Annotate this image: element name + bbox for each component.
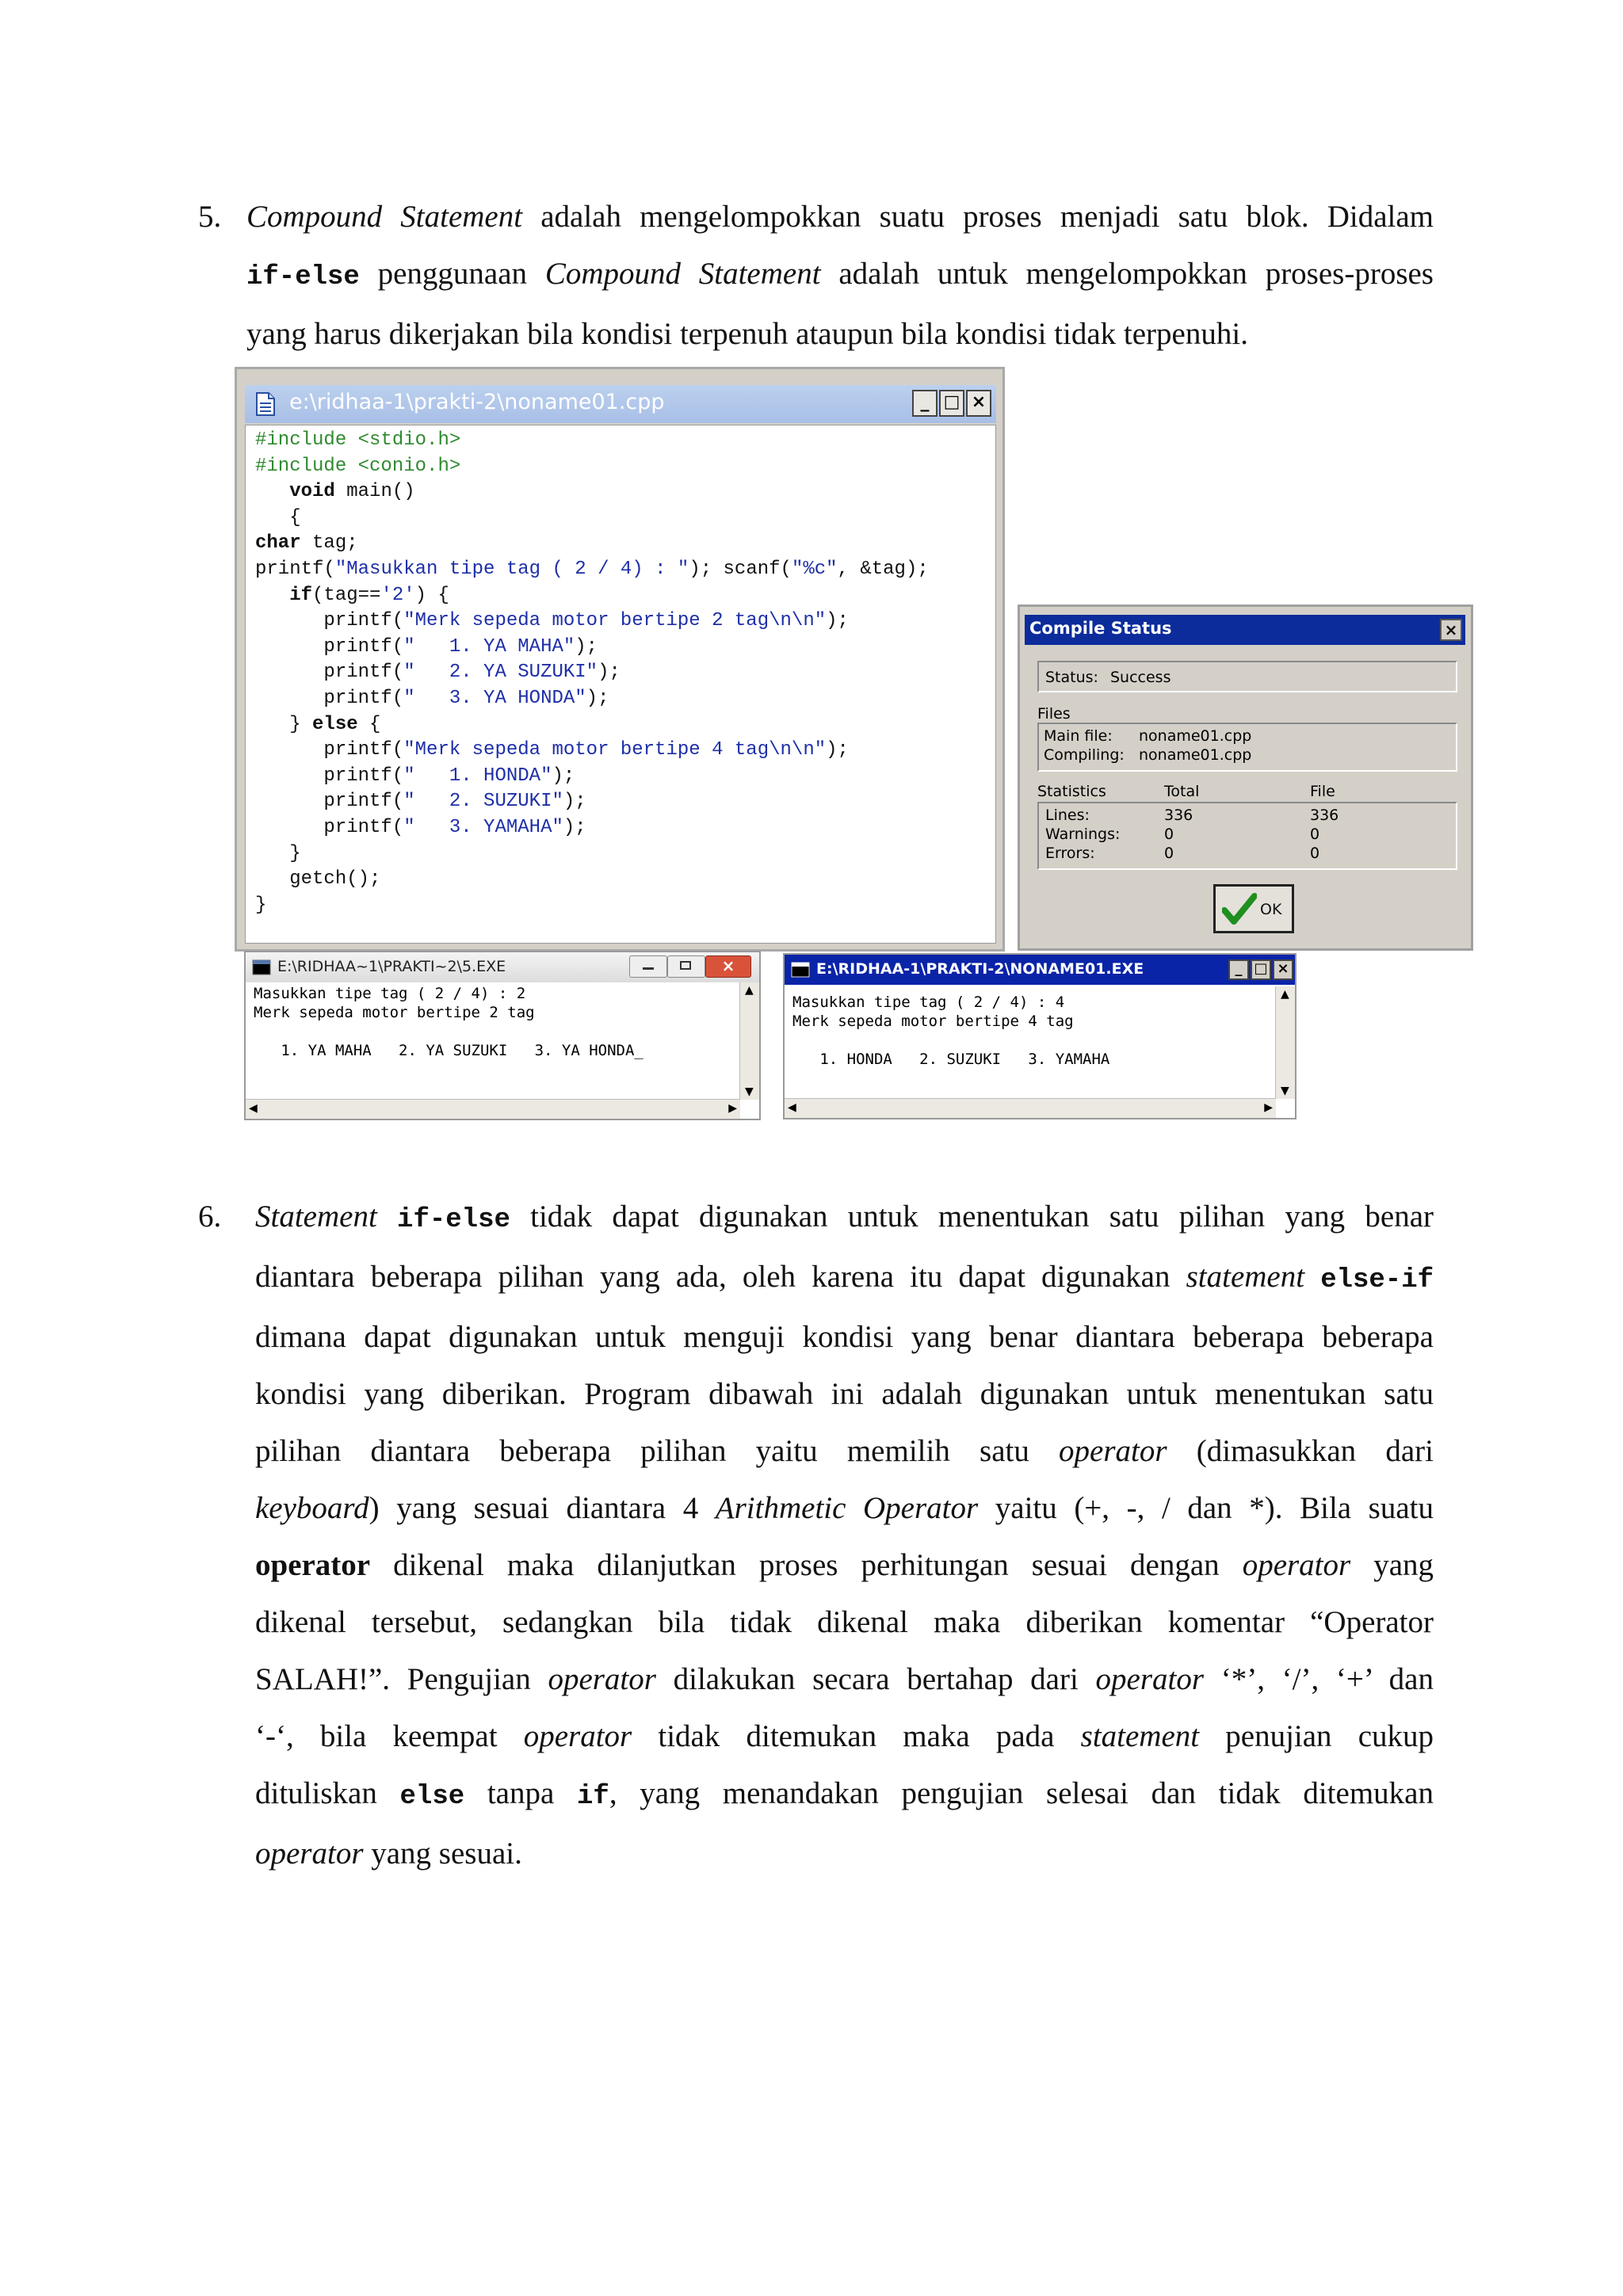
text: ‘*’, ‘/’, ‘+’ dan	[1204, 1662, 1434, 1696]
code-token: if	[255, 584, 313, 606]
item-5-paragraph	[246, 189, 1434, 363]
ok-label: OK	[1260, 901, 1282, 918]
console-1-title: E:\RIDHAA~1\PRAKTI~2\5.EXE	[277, 958, 506, 975]
code: if	[577, 1782, 609, 1812]
code-line	[255, 429, 460, 452]
text: tidak dapat digunakan untuk menentukan satu pilihan yang benar	[510, 1199, 1434, 1234]
console-2-title: E:\RIDHAA-1\PRAKTI-2\NONAME01.EXE	[816, 960, 1144, 978]
code-token: printf(	[255, 765, 404, 787]
code: if-else	[397, 1205, 510, 1235]
statistics-box	[1037, 802, 1457, 870]
text: yaitu (+, -, / dan *). Bila suatu	[978, 1491, 1434, 1525]
code-token: printf(	[255, 739, 404, 761]
code-token: "Merk sepeda motor bertipe 2 tag\n\n"	[403, 610, 827, 632]
code-token: printf(	[255, 791, 404, 813]
code-token: printf(	[255, 662, 404, 684]
term: operator	[1059, 1434, 1167, 1468]
scroll-up-arrow[interactable]: ▲	[1281, 988, 1289, 1001]
warnings-label: Warnings:	[1045, 826, 1121, 843]
code-token: (tag==	[312, 584, 381, 606]
code-line	[255, 713, 380, 737]
close-button[interactable]: ×	[966, 390, 991, 417]
maximize-button[interactable]: □	[1251, 959, 1271, 980]
horizontal-scrollbar[interactable]	[785, 1098, 1276, 1118]
compile-title: Compile Status	[1029, 619, 1172, 638]
code-line	[255, 661, 621, 685]
term: operator	[1095, 1662, 1205, 1696]
term: Statement	[255, 1199, 377, 1234]
console-1-line-4: 1. YA MAHA 2. YA SUZUKI 3. YA HONDA_	[254, 1042, 643, 1059]
code-token: );	[552, 765, 575, 787]
item-6-line-12	[255, 1825, 1434, 1882]
warnings-file: 0	[1310, 826, 1320, 843]
code-token: "Merk sepeda motor bertipe 4 tag\n\n"	[403, 739, 827, 761]
code-token: main()	[334, 481, 415, 503]
code-token: printf(	[255, 610, 404, 632]
code-line	[255, 738, 849, 762]
scroll-down-arrow[interactable]: ▼	[1281, 1085, 1289, 1097]
code-token: ) {	[414, 584, 449, 606]
code-token: " 1. HONDA"	[403, 765, 552, 787]
code-token: "Masukkan tipe tag ( 2 / 4) : "	[334, 559, 689, 580]
code-token: }	[255, 894, 267, 916]
code-token: getch();	[255, 868, 381, 891]
code-token: " 1. YA MAHA"	[403, 635, 575, 658]
term: statement	[1186, 1260, 1305, 1294]
item-5-number: 5.	[198, 200, 222, 234]
scroll-up-arrow[interactable]: ▲	[745, 984, 754, 997]
console-2-line-4: 1. HONDA 2. SUZUKI 3. YAMAHA	[792, 1051, 1110, 1068]
text: adalah mengelompokkan suatu proses menjadi satu blok. Didalam	[522, 200, 1434, 234]
code-token: {	[255, 506, 301, 528]
code-line	[255, 558, 929, 582]
code-token: }	[255, 842, 301, 864]
text: dilakukan secara bertahap dari	[655, 1662, 1096, 1696]
vertical-scrollbar[interactable]	[739, 982, 759, 1100]
scroll-right-arrow[interactable]: ▶	[1264, 1101, 1273, 1114]
scroll-left-arrow[interactable]: ◀	[788, 1101, 796, 1114]
code-line	[255, 635, 598, 659]
code-token: #include <stdio.h>	[255, 429, 461, 451]
text: yang sesuai.	[363, 1836, 522, 1871]
statistics-heading: Statistics	[1037, 783, 1106, 800]
scroll-down-arrow[interactable]: ▼	[745, 1085, 754, 1098]
ok-button[interactable]	[1213, 884, 1294, 933]
code-token: char	[255, 532, 301, 555]
text: adalah untuk mengelompokkan proses-proses	[820, 257, 1434, 291]
console-1-title-bar[interactable]	[246, 952, 759, 982]
errors-total: 0	[1164, 845, 1174, 862]
console-2-line-2: Merk sepeda motor bertipe 4 tag	[792, 1013, 1074, 1030]
code-token: else	[312, 713, 358, 735]
term: operator	[255, 1836, 364, 1871]
term-compound-statement: Compound Statement	[246, 200, 523, 234]
text: diantara beberapa pilihan yang ada, oleh karena itu dapat digunakan	[255, 1260, 1186, 1294]
text: dikenal maka dilanjutkan proses perhitungan sesuai dengan	[370, 1548, 1243, 1582]
errors-label: Errors:	[1045, 845, 1095, 862]
editor-title: e:\ridhaa-1\prakti-2\noname01.cpp	[289, 390, 665, 414]
close-button[interactable]: ×	[1440, 619, 1462, 641]
scroll-right-arrow[interactable]: ▶	[728, 1102, 737, 1115]
code-token: printf(	[255, 635, 404, 658]
code-line	[255, 842, 301, 866]
compile-status-dialog	[1018, 605, 1473, 951]
item-6-line-10	[255, 1708, 1434, 1765]
code-line	[255, 790, 586, 814]
code-token: void	[255, 481, 335, 503]
code-line	[255, 532, 358, 555]
text: ‘-‘, bila keempat	[255, 1719, 524, 1753]
code-token: , &tag);	[837, 559, 929, 580]
checkmark-icon	[1222, 893, 1257, 926]
item-6-line-9	[255, 1651, 1434, 1708]
compiling-value: noname01.cpp	[1139, 746, 1252, 764]
item-6-line-7	[255, 1537, 1434, 1594]
editor-title-bar[interactable]	[245, 385, 996, 423]
item-6-line-4: kondisi yang diberikan. Program dibawah ini adalah digunakan untuk menentukan satu	[255, 1377, 1434, 1411]
code-token: " 2. YA SUZUKI"	[403, 662, 598, 684]
text: ) yang sesuai diantara 4	[369, 1491, 716, 1525]
code-token: );	[826, 610, 849, 632]
item-6-line-1	[255, 1188, 1434, 1249]
code-token: );	[598, 662, 621, 684]
item-6-line-11	[255, 1765, 1434, 1825]
code-line	[255, 455, 460, 479]
errors-file: 0	[1310, 845, 1320, 862]
console-window-2	[783, 953, 1296, 1119]
item-5-line-3: yang harus dikerjakan bila kondisi terpenuh ataupun bila kondisi tidak terpenuhi.	[246, 317, 1248, 351]
warnings-total: 0	[1164, 826, 1174, 843]
code-editor[interactable]	[245, 425, 996, 944]
code-line	[255, 584, 449, 608]
code-token: '2'	[380, 584, 415, 606]
main-file-value: noname01.cpp	[1139, 727, 1252, 745]
lines-label: Lines:	[1045, 807, 1090, 824]
code-token: );	[586, 688, 609, 709]
minimize-button[interactable]	[629, 955, 667, 978]
console-1-line-2: Merk sepeda motor bertipe 2 tag	[254, 1004, 535, 1021]
code-line	[255, 687, 609, 711]
code: else-if	[1320, 1265, 1434, 1295]
maximize-button[interactable]: □	[939, 390, 964, 417]
close-button[interactable]: ×	[705, 955, 751, 978]
item-6-line-8: dikenal tersebut, sedangkan bila tidak dikenal maka diberikan komentar “Operator	[255, 1605, 1434, 1639]
code-token: ); scanf(	[689, 559, 792, 580]
text: tanpa	[464, 1776, 577, 1810]
lines-total: 336	[1164, 807, 1193, 824]
code-line	[255, 894, 266, 917]
close-button[interactable]: ×	[1273, 959, 1293, 980]
code-line	[255, 816, 586, 840]
text: tidak ditemukan maka pada	[632, 1719, 1081, 1753]
status-value: Success	[1110, 669, 1171, 686]
console-icon	[252, 959, 271, 975]
vertical-scrollbar[interactable]	[1275, 986, 1295, 1099]
text: yang	[1350, 1548, 1434, 1582]
item-6-line-6	[255, 1480, 1434, 1537]
editor-window	[235, 367, 1005, 952]
term-compound-statement: Compound Statement	[544, 257, 821, 291]
code-if-else: if-else	[246, 262, 360, 292]
code-line	[255, 480, 415, 504]
document-icon	[254, 391, 277, 417]
item-6-paragraph	[255, 1188, 1434, 1882]
code-token: "%c"	[791, 559, 838, 580]
term: operator	[255, 1548, 371, 1582]
item-5-line-2	[246, 246, 1434, 306]
item-6-number: 6.	[198, 1199, 222, 1234]
term: operator	[548, 1662, 656, 1696]
item-5-line-1	[246, 189, 1434, 246]
main-file-label: Main file:	[1044, 727, 1113, 745]
code-token: #include <conio.h>	[255, 455, 461, 477]
term: operator	[523, 1719, 632, 1753]
lines-file: 336	[1310, 807, 1339, 824]
code-line	[255, 506, 301, 530]
file-heading: File	[1310, 783, 1335, 800]
code-token: " 3. YAMAHA"	[403, 817, 563, 838]
scroll-left-arrow[interactable]: ◀	[249, 1102, 258, 1115]
code-token: );	[575, 635, 598, 658]
text: penujian cukup	[1199, 1719, 1434, 1753]
item-6-line-3: dimana dapat digunakan untuk menguji kondisi yang benar diantara beberapa beberapa	[255, 1320, 1434, 1354]
code-line	[255, 868, 380, 891]
code-token: printf(	[255, 688, 404, 709]
horizontal-scrollbar[interactable]	[246, 1099, 740, 1119]
code-token: " 2. SUZUKI"	[403, 791, 563, 813]
text: SALAH!”. Pengujian	[255, 1662, 548, 1696]
console-1-line-1: Masukkan tipe tag ( 2 / 4) : 2	[254, 985, 526, 1002]
text: dituliskan	[255, 1776, 400, 1810]
term: operator	[1242, 1548, 1351, 1582]
term: keyboard	[255, 1491, 369, 1525]
code-token: );	[563, 817, 586, 838]
code-token: tag;	[300, 532, 358, 555]
code-line	[255, 765, 575, 788]
console-2-line-1: Masukkan tipe tag ( 2 / 4) : 4	[792, 994, 1065, 1011]
status-box	[1037, 661, 1457, 692]
console-icon	[791, 962, 810, 978]
code-line	[255, 609, 849, 633]
compile-title-bar[interactable]	[1025, 615, 1465, 645]
code-token: printf(	[255, 559, 335, 580]
compiling-label: Compiling:	[1044, 746, 1125, 764]
code-token: );	[563, 791, 586, 813]
total-heading: Total	[1164, 783, 1200, 800]
code-token: }	[255, 713, 313, 735]
code-token: " 3. YA HONDA"	[403, 688, 586, 709]
text: pilihan diantara beberapa pilihan yaitu memilih satu	[255, 1434, 1060, 1468]
item-6-line-5	[255, 1423, 1434, 1480]
term: Arithmetic Operator	[715, 1491, 979, 1525]
term: statement	[1080, 1719, 1200, 1753]
console-window-1	[244, 951, 761, 1120]
maximize-button[interactable]	[667, 955, 705, 978]
code-token: printf(	[255, 817, 404, 838]
item-6-line-2	[255, 1249, 1434, 1309]
code-token: {	[357, 713, 381, 735]
text: penggunaan	[359, 257, 545, 291]
code: else	[399, 1782, 465, 1812]
text: (dimasukkan dari	[1167, 1434, 1434, 1468]
files-box	[1037, 723, 1457, 772]
minimize-button[interactable]: _	[912, 390, 938, 417]
minimize-button[interactable]: _	[1228, 959, 1249, 980]
text: , yang menandakan pengujian selesai dan tidak ditemukan	[609, 1776, 1434, 1810]
files-heading: Files	[1037, 705, 1071, 723]
console-2-title-bar[interactable]	[785, 955, 1295, 985]
status-label: Status:	[1045, 669, 1098, 686]
code-token: );	[826, 739, 849, 761]
